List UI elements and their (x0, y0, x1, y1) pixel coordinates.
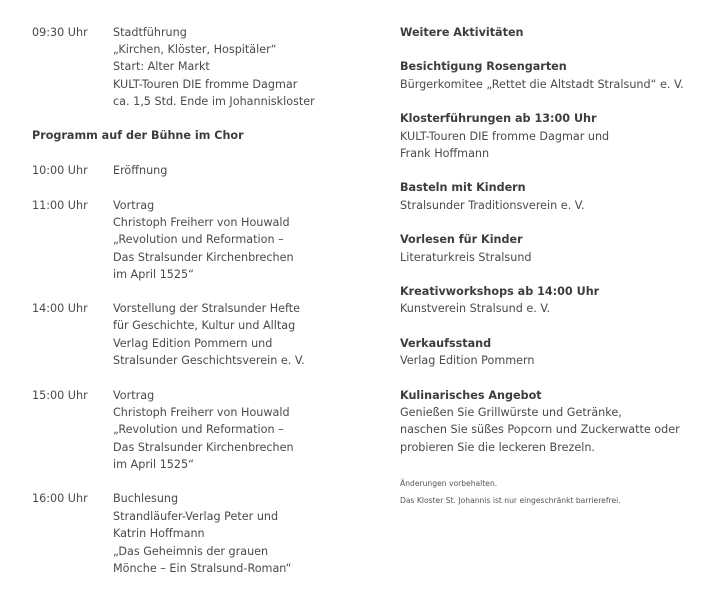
event-line: KULT-Touren DIE fromme Dagmar (113, 78, 298, 91)
event-line: Vortrag (113, 389, 155, 402)
event-line: Das Stralsunder Kirchenbrechen (113, 441, 294, 454)
event-line: im April 1525“ (113, 458, 194, 471)
event-line: „Das Geheimnis der grauen (113, 545, 269, 558)
event-line: Stadtführung (113, 26, 187, 39)
event-line: Christoph Freiherr von Houwald (113, 406, 290, 419)
activity-title: Kulinarisches Angebot (400, 389, 542, 402)
activity-line: Stralsunder Traditionsverein e. V. (400, 199, 585, 212)
activity-title: Verkaufsstand (400, 337, 492, 350)
activity-title: Besichtigung Rosengarten (400, 60, 567, 73)
footnote: Das Kloster St. Johannis ist nur eingeschränkt barrierefrei. (400, 496, 621, 505)
event-time: 14:00 Uhr (32, 302, 88, 315)
event-time: 15:00 Uhr (32, 389, 88, 402)
event-line: „Revolution und Reformation – (113, 423, 284, 436)
activity-line: naschen Sie süßes Popcorn und Zuckerwatte oder (400, 423, 680, 436)
activity-title: Basteln mit Kindern (400, 181, 526, 194)
program-heading: Programm auf der Bühne im Chor (32, 129, 244, 142)
activity-line: Frank Hoffmann (400, 147, 490, 160)
activity-line: Kunstverein Stralsund e. V. (400, 302, 551, 315)
event-line: im April 1525“ (113, 268, 194, 281)
activity-title: Kreativworkshops ab 14:00 Uhr (400, 285, 600, 298)
event-line: Christoph Freiherr von Houwald (113, 216, 290, 229)
activity-line: Literaturkreis Stralsund (400, 251, 532, 264)
event-time: 11:00 Uhr (32, 199, 88, 212)
activity-line: Genießen Sie Grillwürste und Getränke, (400, 406, 622, 419)
footnote: Änderungen vorbehalten. (400, 479, 498, 488)
event-line: Katrin Hoffmann (113, 527, 205, 540)
event-line: Verlag Edition Pommern und (113, 337, 273, 350)
event-line: Buchlesung (113, 492, 179, 505)
activity-line: Verlag Edition Pommern (400, 354, 535, 367)
event-line: Vorstellung der Stralsunder Hefte (113, 302, 301, 315)
event-time: 10:00 Uhr (32, 164, 88, 177)
event-line: ca. 1,5 Std. Ende im Johanniskloster (113, 95, 315, 108)
event-time: 16:00 Uhr (32, 492, 88, 505)
event-line: „Revolution und Reformation – (113, 233, 284, 246)
event-line: Start: Alter Markt (113, 60, 210, 73)
event-line: für Geschichte, Kultur und Alltag (113, 319, 296, 332)
event-line: Mönche – Ein Stralsund-Roman“ (113, 562, 292, 575)
event-line: „Kirchen, Klöster, Hospitäler“ (113, 43, 277, 56)
activity-line: KULT-Touren DIE fromme Dagmar und (400, 130, 610, 143)
event-time: 09:30 Uhr (32, 26, 88, 39)
event-line: Eröffnung (113, 164, 168, 177)
activity-line: Bürgerkomitee „Rettet die Altstadt Stralsund“ e. V. (400, 78, 684, 91)
event-line: Das Stralsunder Kirchenbrechen (113, 251, 294, 264)
event-line: Strandläufer-Verlag Peter und (113, 510, 279, 523)
activity-line: probieren Sie die leckeren Brezeln. (400, 441, 595, 454)
event-line: Vortrag (113, 199, 155, 212)
activity-title: Klosterführungen ab 13:00 Uhr (400, 112, 597, 125)
activity-title: Vorlesen für Kinder (400, 233, 523, 246)
activities-heading: Weitere Aktivitäten (400, 26, 524, 39)
event-line: Stralsunder Geschichtsverein e. V. (113, 354, 305, 367)
